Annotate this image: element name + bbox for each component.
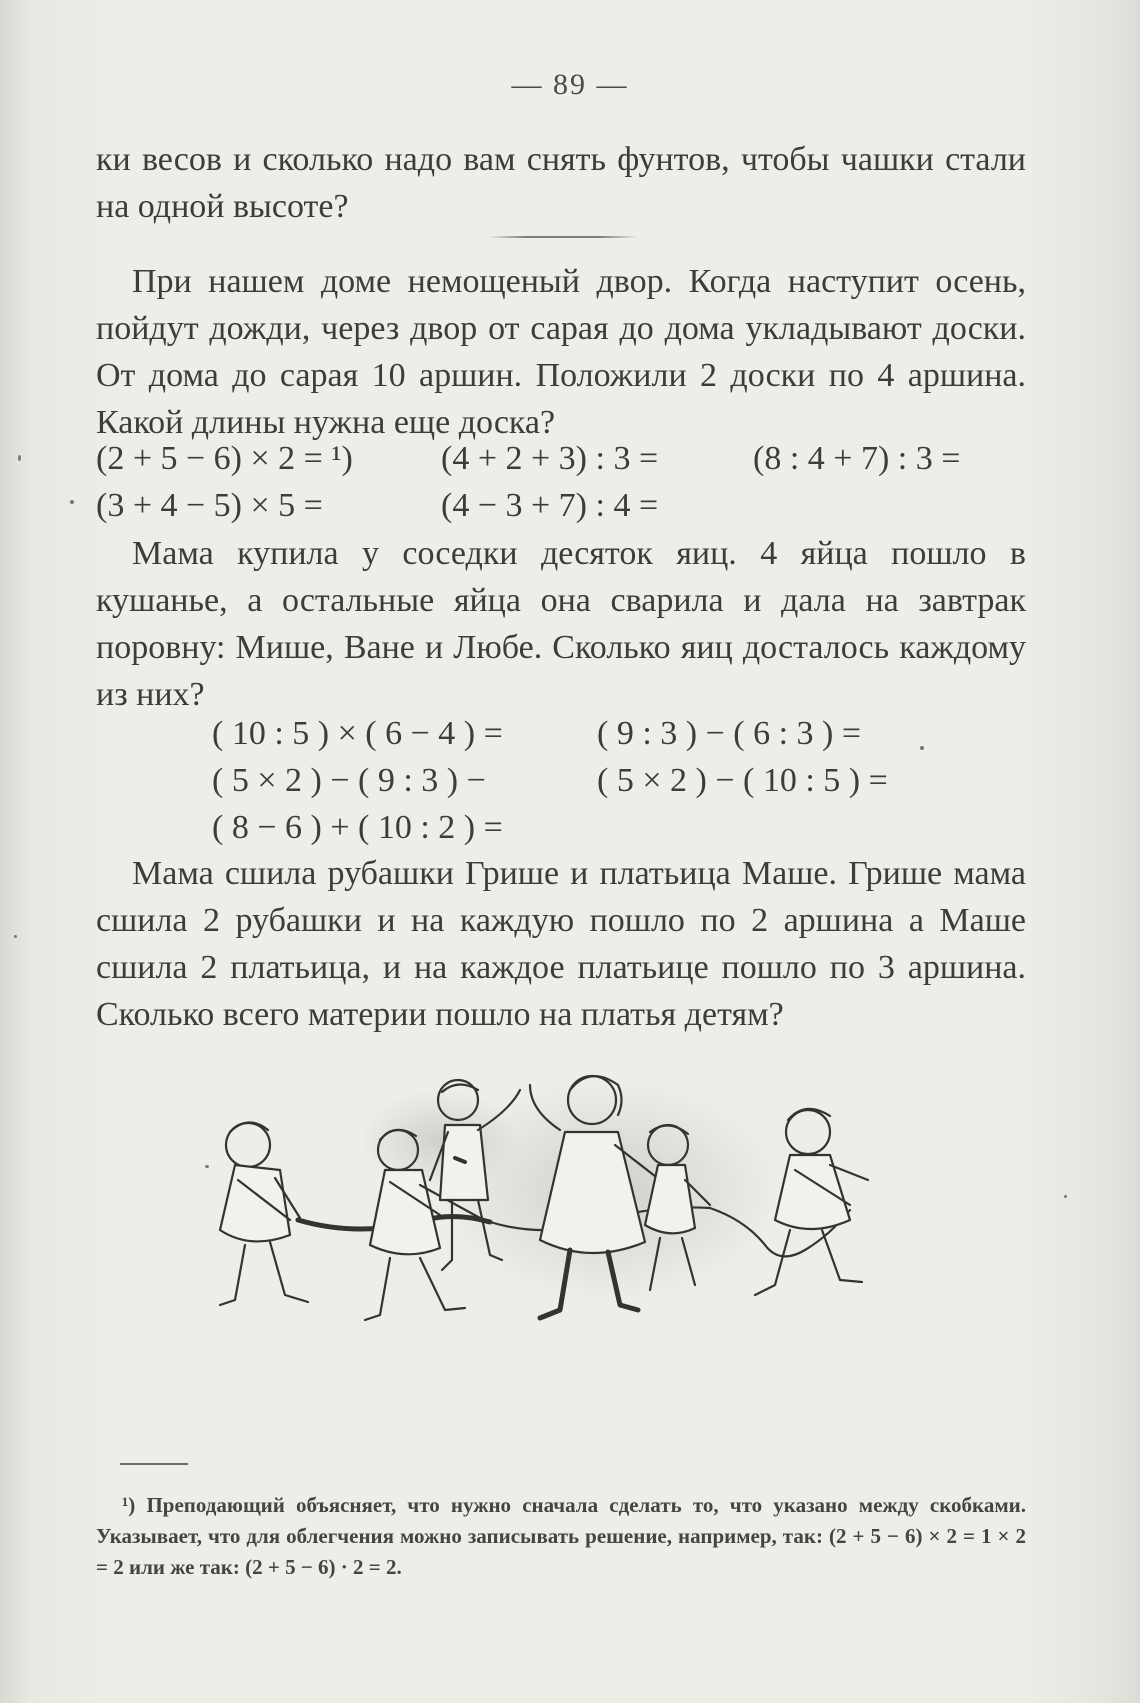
- equation-row: [96, 435, 960, 482]
- children-tug-of-war-illustration: [190, 1070, 970, 1430]
- equation: (2 + 5 − 6) × 2 = ¹): [96, 440, 353, 477]
- paragraph-continuation: [96, 136, 1026, 230]
- equation: ( 5 × 2 ) − ( 10 : 5 ) =: [597, 762, 888, 799]
- equation: ( 9 : 3 ) − ( 6 : 3 ) =: [597, 715, 862, 752]
- equation: (8 : 4 + 7) : 3 =: [753, 440, 961, 477]
- equation: ( 8 − 6 ) + ( 10 : 2 ) =: [212, 809, 503, 846]
- footnote-divider: [120, 1463, 188, 1465]
- footnote: [96, 1490, 1026, 1583]
- section-divider: [488, 236, 638, 238]
- paragraph-text: Мама купила у соседки десяток яиц. 4 яйца пошло в кушанье, а остальные яйца она сварила и дала на завтрак поровну: Мише, Ване и Любе. Сколько яиц досталось каждому из них?: [96, 535, 1026, 713]
- page-number: — 89 —: [511, 68, 629, 101]
- problem-shirts: [96, 850, 1026, 1038]
- paragraph-text: При нашем доме немощеный двор. Когда наступит осень, пойдут дожди, через двор от сарая до дома укладывают доски. От дома до сарая 10 аршин. Положили 2 доски по 4 аршина. Какой длины нужна еще доска?: [96, 263, 1026, 441]
- problem-eggs: [96, 530, 1026, 718]
- equation: (4 + 2 + 3) : 3 =: [441, 440, 659, 477]
- equation-row: [212, 710, 861, 757]
- problem-courtyard: [96, 258, 1026, 446]
- equation: (3 + 4 − 5) × 5 =: [96, 487, 323, 524]
- child-figure-1: [220, 1122, 308, 1305]
- equation: ( 5 × 2 ) − ( 9 : 3 ) −: [212, 762, 486, 799]
- paragraph-text: Мама сшила рубашки Грише и платьица Маше. Грише мама сшила 2 рубашки и на каждую пошло по 2 аршина а Маше сшила 2 платьица, и на каждое платьице пошло по 3 аршина. Сколько всего материи пошло на платья детям?: [96, 855, 1026, 1033]
- equation-row: [212, 804, 503, 851]
- equation: (4 − 3 + 7) : 4 =: [441, 487, 659, 524]
- equation: ( 10 : 5 ) × ( 6 − 4 ) =: [212, 715, 503, 752]
- paragraph-text: ки весов и сколько надо вам снять фунтов, чтобы чашки стали на одной высоте?: [96, 141, 1026, 225]
- equation-row: [212, 757, 888, 804]
- footnote-text: ¹) Преподающий объясняет, что нужно сначала сделать то, что указано между скобками. Указывает, что для облегчения можно записывать решение, например, так: (2 + 5 − 6) × 2 = 1 × 2 = 2 или же так: (2 + 5 − 6) · 2 = 2.: [96, 1493, 1026, 1579]
- equation-row: [96, 482, 658, 529]
